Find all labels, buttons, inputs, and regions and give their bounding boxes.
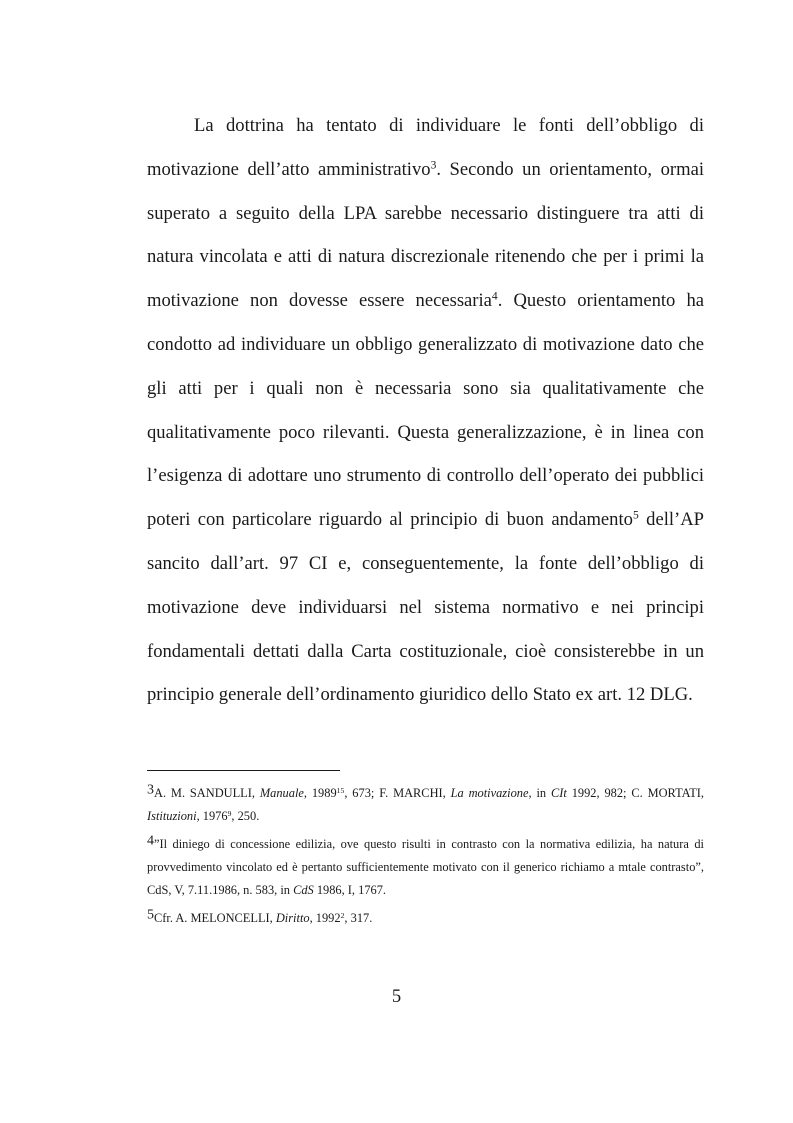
footnote-italic-title: CIt <box>550 786 567 800</box>
footnote-italic-title: La motivazione <box>450 786 529 800</box>
footnote-text: , 1976 <box>196 809 228 823</box>
footnote-text: ”Il diniego di concessione edilizia, ove questo risulti in contrasto con la normativa edilizia, ha natura di provvedimento vincolato ed è pertanto sufficientemente motivato con il generico richiamo a mtale contrasto”, CdS, V, 7.11.1986, n. 583, in <box>147 837 704 897</box>
paragraph-segment-4: dell’AP sancito dall’art. 97 CI e, conseguentemente, la fonte dell’obbligo di motivazione deve individuarsi nel sistema normativo e nei principi fondamentali dettati dalla Carta costituzionale, cioè consisterebbe in un principio generale dell’ordinamento giuridico dello Stato ex art. 12 DLG. <box>147 509 704 706</box>
footnote-italic-title: Istituzioni <box>147 809 197 823</box>
footnote-text: , 317. <box>344 911 373 925</box>
footnote-text: , in <box>528 786 551 800</box>
footnote-text: 1992, 982; C. MORTATI, <box>566 786 705 800</box>
footnote-3 <box>147 782 704 828</box>
footnote-4 <box>147 833 704 902</box>
footnote-text: Cfr. A. MELONCELLI, <box>154 911 276 925</box>
page-number: 5 <box>391 986 402 1007</box>
footnote-italic-title: Manuale <box>259 786 304 800</box>
footnote-text: , 1989 <box>303 786 337 800</box>
footnote-text: A. M. SANDULLI, <box>154 786 260 800</box>
paragraph-segment-1: La dottrina ha tentato di individuare le fonti dell’obbligo di motivazione dell’atto amministrativo <box>147 115 704 180</box>
footnote-mark: 3 <box>147 782 154 798</box>
footnote-text: , 673; F. MARCHI, <box>344 786 451 800</box>
footnote-italic-title: CdS <box>293 883 314 897</box>
edition-superscript: 9 <box>227 808 232 818</box>
paragraph-segment-3: . Questo orientamento ha condotto ad individuare un obbligo generalizzato di motivazione dato che gli atti per i quali non è necessaria sono sia qualitativamente che qualitativamente poco rilevanti. Questa generalizzazione, è in linea con l’esigenza di adottare uno strumento di controllo dell’operato dei pubblici poteri con particolare riguardo al principio di buon andamento <box>147 290 704 531</box>
edition-superscript: 2 <box>340 910 345 920</box>
footnote-5 <box>147 907 704 930</box>
footnote-divider <box>147 770 340 771</box>
footnote-ref-3[interactable]: 3 <box>430 159 437 172</box>
footnote-text: 1986, I, 1767. <box>313 883 387 897</box>
footnote-mark: 5 <box>147 907 154 923</box>
footnote-ref-4[interactable]: 4 <box>491 290 498 303</box>
footnote-ref-5[interactable]: 5 <box>632 509 639 522</box>
footnote-text: , 1992 <box>309 911 341 925</box>
edition-superscript: 15 <box>336 785 345 795</box>
footnote-text: , 250. <box>231 809 260 823</box>
main-paragraph <box>147 104 704 717</box>
paragraph-segment-2: . Secondo un orientamento, ormai superato a seguito della LPA sarebbe necessario distinguere tra atti di natura vincolata e atti di natura discrezionale ritenendo che per i primi la motivazione non dovesse essere necessaria <box>147 158 704 312</box>
footnotes-section <box>147 782 704 935</box>
footnote-italic-title: Diritto <box>275 911 310 925</box>
footnote-mark: 4 <box>147 833 154 849</box>
